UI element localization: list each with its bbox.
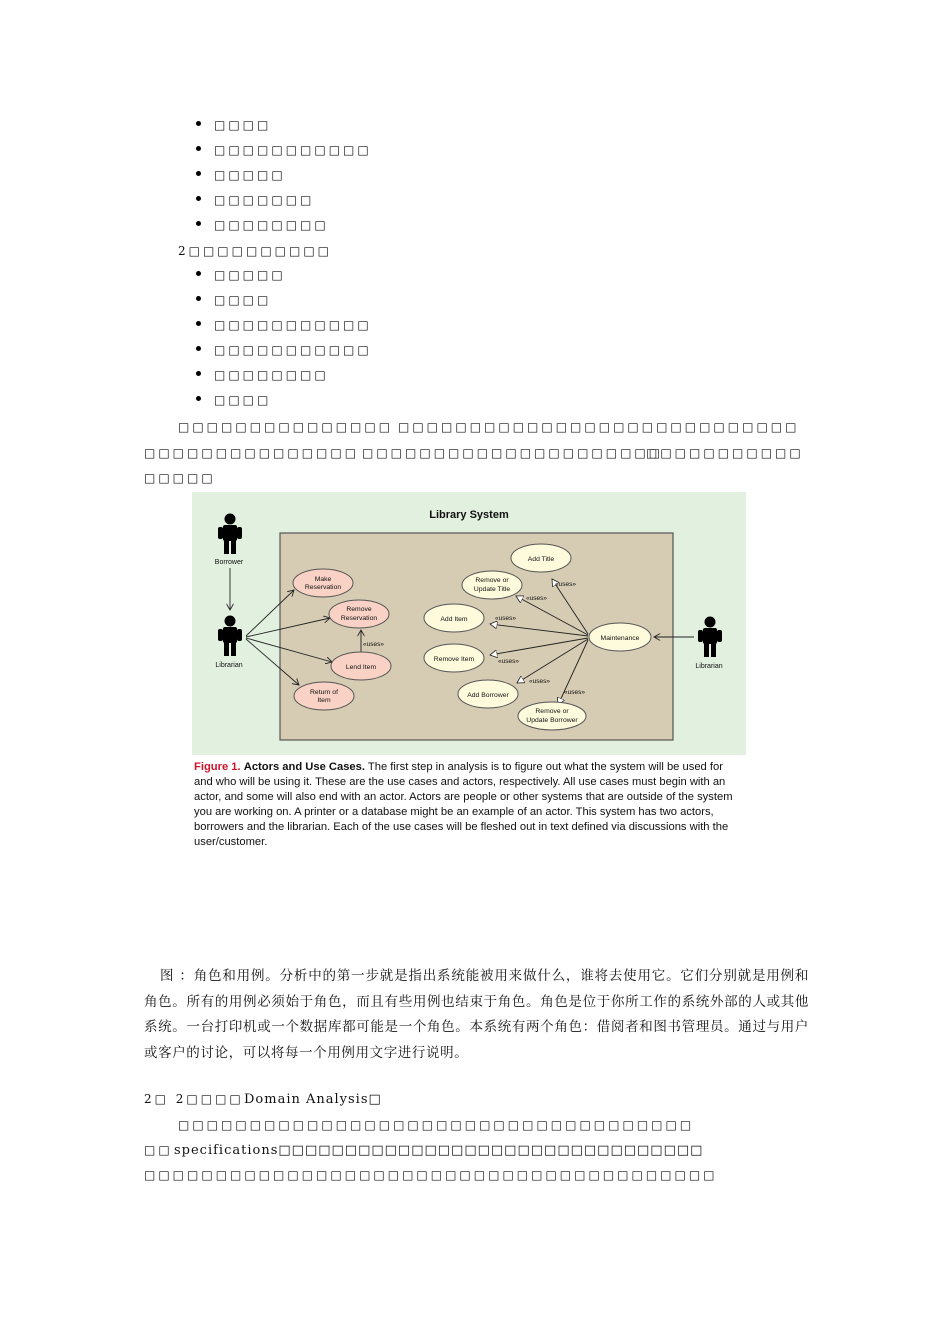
use-case-remove-update-borrower (518, 702, 586, 730)
actor-librarian-right-icon (698, 617, 722, 658)
intro-text: □□□□□□□□□□□□□□□□□□□□□□□□□□□□ (398, 420, 800, 434)
use-case-label: Add Item (440, 616, 468, 623)
bullet-item (196, 118, 271, 132)
use-case-label: Add Borrower (467, 692, 509, 699)
figure (192, 492, 746, 854)
bullet-text: □□□□ (214, 118, 272, 132)
bullet-dot-icon (196, 196, 201, 201)
uses-label: «uses» (529, 678, 550, 685)
bullet-dot-icon (196, 321, 201, 326)
bullet-text: □□□□□ (214, 268, 286, 282)
bullet-dot-icon (196, 396, 201, 401)
bullet-dot-icon (196, 121, 201, 126)
figure-caption-text: The first step in analysis is to figure out what the system will be used for and who will be using it. These are the use cases and actors, respectively. All use cases must begin with an actor, and some will also end with an actor. Actors are people or other systems that are outside of the system you are working on. A printer or a database might be an example of an actor. This system has two actors, borrowers and the librarian. Each of the use cases will be fleshed out in text defined via discussions with the user/customer. (194, 761, 733, 848)
intro-text: □□□□□□□□□□□ (646, 446, 804, 460)
bullet-item (196, 368, 329, 382)
use-case-label: Remove Item (433, 656, 475, 663)
use-case-label: Remove (346, 606, 372, 613)
intro-text: □□□□□□□□□□□□□□□□□□□□□ (362, 446, 664, 460)
uses-label: «uses» (363, 641, 384, 648)
intro-text: □□□□□□□□□□□□□□□ (178, 420, 394, 434)
use-case-label: Reservation (340, 615, 378, 622)
figure-number: Figure 1. (194, 761, 241, 773)
section-heading-number: 2□ 2□□□□ (144, 1092, 244, 1106)
bullet-text: □□□□□□□□□□□ (214, 318, 372, 332)
bullet-item (196, 168, 286, 182)
actor-librarian-icon (218, 616, 242, 657)
use-case-diagram (192, 492, 746, 755)
use-case-return-of-item (294, 682, 354, 710)
bullet-dot-icon (196, 221, 201, 226)
bullet-text: □□□□ (214, 293, 272, 307)
use-case-label: Update Borrower (526, 717, 578, 724)
use-case-label: Update Title (473, 586, 511, 593)
bullet-dot-icon (196, 146, 201, 151)
use-case-label: Add Title (527, 556, 555, 563)
bullet-dot-icon (196, 171, 201, 176)
use-case-label: Item (317, 697, 331, 704)
use-case-label: Return of (310, 689, 338, 696)
actor-label-librarian: Librarian (215, 662, 243, 669)
figure-title: Actors and Use Cases. (243, 761, 365, 773)
figure-caption (194, 760, 744, 850)
actor-label-librarian-right: Librarian (695, 663, 723, 670)
uses-label: «uses» (564, 689, 585, 696)
bullet-text: □□□□□□□ (214, 193, 315, 207)
bullet-item (196, 343, 372, 357)
bullet-text: □□□□ (214, 393, 272, 407)
use-case-make-reservation (293, 569, 353, 597)
actor-borrower-icon (218, 514, 242, 555)
bullet-text: □□□□□□□□ (214, 368, 329, 382)
bullet-item (196, 218, 329, 232)
bullet-item (196, 318, 372, 332)
uses-label: «uses» (555, 581, 576, 588)
bullet-item (196, 193, 314, 207)
use-case-label: Remove or (475, 577, 509, 584)
use-case-label: Remove or (535, 708, 569, 715)
use-case-label: Make (314, 576, 332, 583)
bullet-item (196, 293, 271, 307)
diagram-title: Library System (429, 509, 509, 521)
use-case-label: Lend Item (345, 664, 377, 671)
intro-text: □□□□□ (144, 471, 216, 485)
bullet-item (196, 393, 271, 407)
bullet-item (196, 268, 286, 282)
bullet-dot-icon (196, 346, 201, 351)
bullet-text: □□□□□ (214, 168, 286, 182)
bullet-item (196, 143, 372, 157)
use-case-remove-reservation (329, 600, 389, 628)
uses-label: «uses» (498, 658, 519, 665)
section-text: □□□□□□□□□□□□□□□□□□□□□□□□□□□□□□□□□□□□ (178, 1118, 695, 1132)
bullet-text: □□□□□□□□□□□ (214, 143, 372, 157)
section-text: □□ (144, 1143, 173, 1157)
section-text: □□□□□□□□□□□□□□□□□□□□□□□□□□□□□□□□□□□□□□□□ (144, 1168, 718, 1182)
bullet-text: □□□□□□□□ (214, 218, 329, 232)
bullet-dot-icon (196, 296, 201, 301)
section-text: specifications□□□□□□□□□□□□□□□□□□□□□□□□□□□□□□□□ (174, 1143, 704, 1158)
actor-label-borrower: Borrower (214, 559, 244, 566)
use-case-label: Reservation (304, 584, 342, 591)
bullet-dot-icon (196, 371, 201, 376)
use-case-label: Maintenance (600, 635, 640, 642)
intro-text: □□□□□□□□□□□□□□□ (144, 446, 360, 460)
uses-label: «uses» (526, 595, 547, 602)
use-case-remove-update-title (462, 571, 522, 599)
uses-label: «uses» (495, 615, 516, 622)
bullet-dot-icon (196, 271, 201, 276)
section-heading-title: Domain Analysis□ (244, 1092, 382, 1107)
translation-paragraph: 图 ：角色和用例。分析中的第一步就是指出系统能被用来做什么，谁将去使用它。它们分别就是用例和角色。所有的用例必须始于角色，而且有些用例也结束于角色。角色是位于你所工作的系统外部的人或其他系统。一台打印机或一个数据库都可能是一个角色。本系统有两个角色：借阅者和图书管理员。通过与用户或客户的讨论，可以将每一个用例用文字进行说明。 (144, 968, 809, 1061)
bullet-text: □□□□□□□□□□□ (214, 343, 372, 357)
section-label: 2□□□□□□□□□□ (178, 244, 333, 258)
